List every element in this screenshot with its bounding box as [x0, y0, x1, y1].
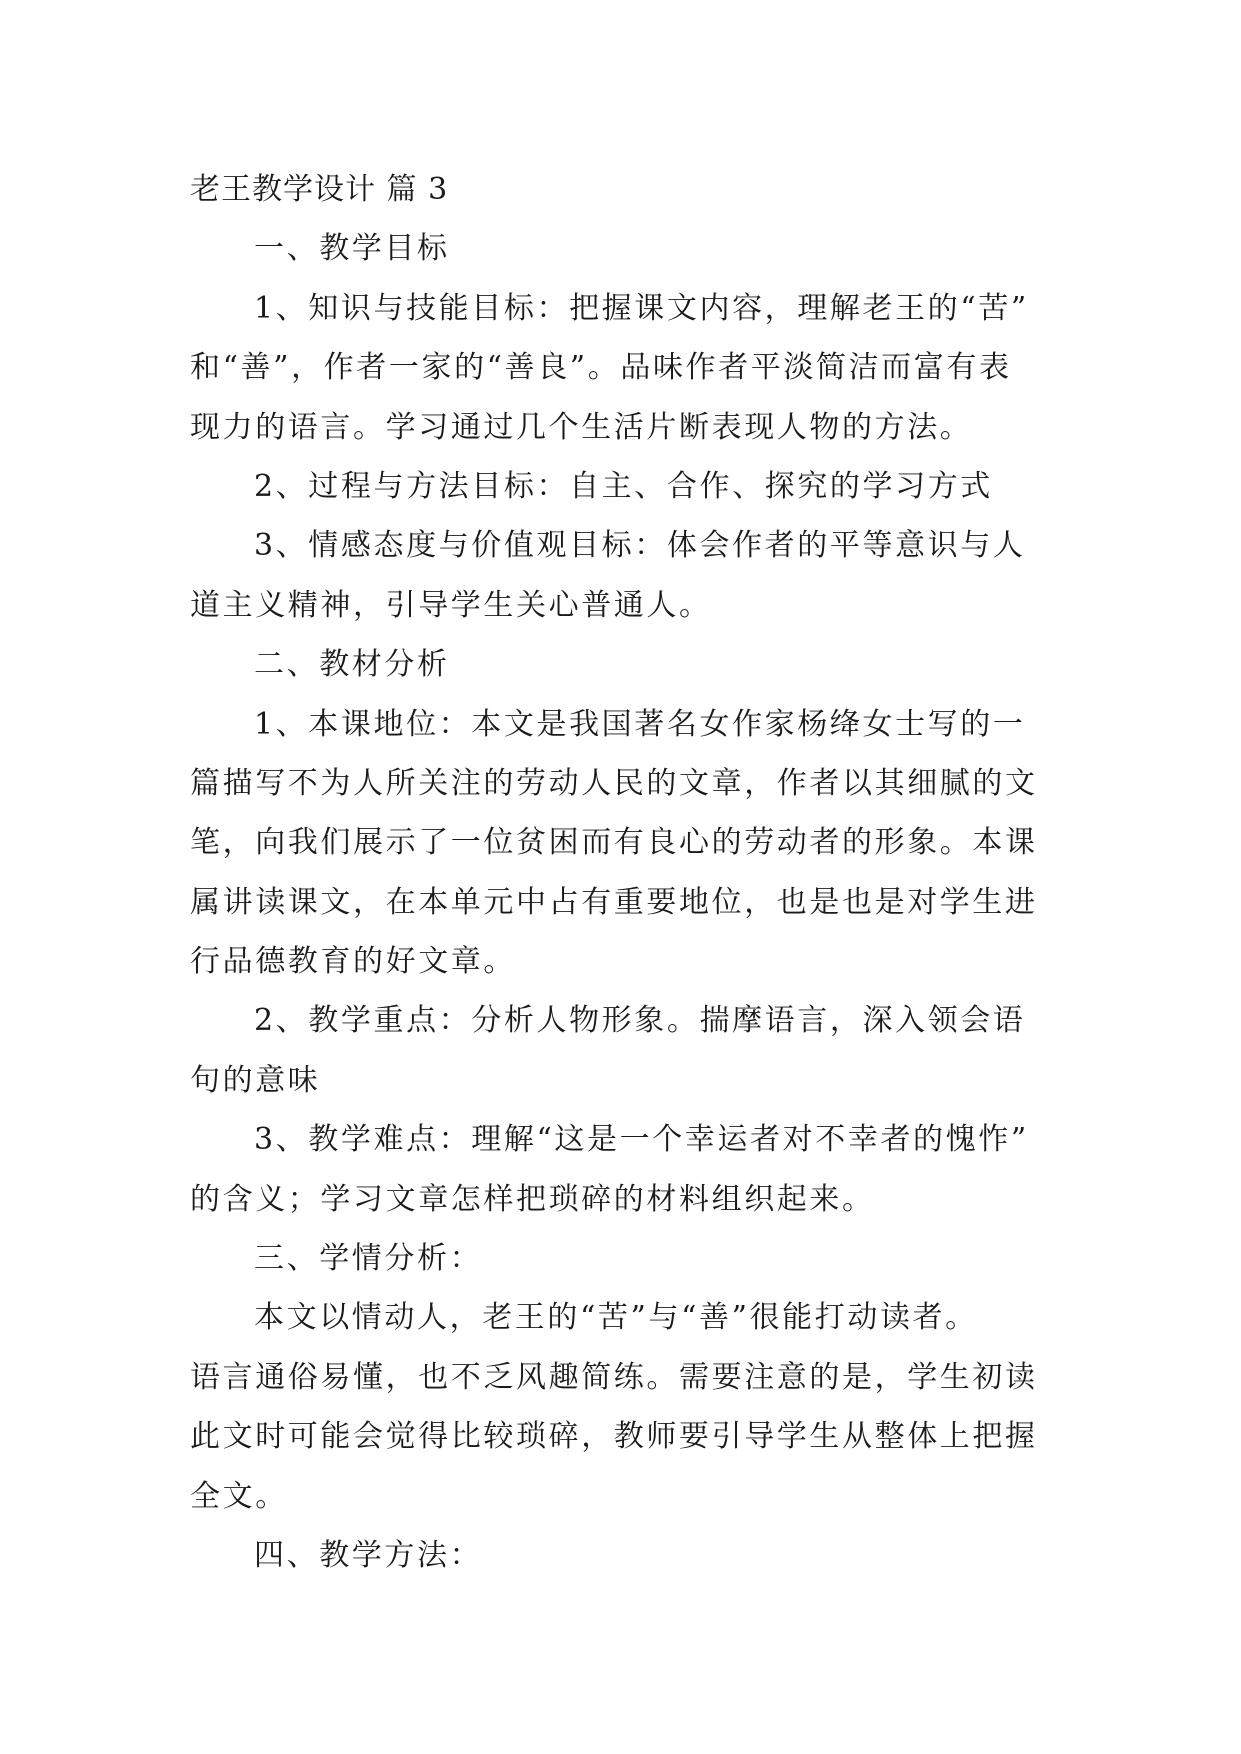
text-line: 行品德教育的好文章。 [190, 944, 516, 980]
text-line: 全文。 [190, 1478, 288, 1514]
text-line: 二、教材分析 [254, 647, 450, 683]
text-line: 道主义精神，引导学生关心普通人。 [190, 587, 712, 623]
text-line: 笔，向我们展示了一位贫困而有良心的劳动者的形象。本课 [190, 825, 1038, 861]
text-line: 篇描写不为人所关注的劳动人民的文章，作者以其细腻的文 [190, 765, 1038, 801]
text-line: 此文时可能会觉得比较琐碎，教师要引导学生从整体上把握 [190, 1419, 1038, 1455]
text-line: 四、教学方法： [254, 1537, 483, 1573]
text-line: 一、教学目标 [254, 231, 450, 267]
text-line: 本文以情动人，老王的“苦”与“善”很能打动读者。 [254, 1300, 978, 1336]
text-line: 句的意味 [190, 1062, 321, 1098]
text-line: 1、本课地位：本文是我国著名女作家杨绛女士写的一 [254, 706, 1026, 742]
text-line: 语言通俗易懂，也不乏风趣简练。需要注意的是，学生初读 [190, 1359, 1038, 1395]
text-line: 3、情感态度与价值观目标：体会作者的平等意识与人 [254, 528, 1026, 564]
document-title: 老王教学设计 篇 3 [190, 172, 449, 207]
text-line: 属讲读课文，在本单元中占有重要地位，也是也是对学生进 [190, 884, 1038, 920]
text-line: 的含义；学习文章怎样把琐碎的材料组织起来。 [190, 1181, 875, 1217]
document-lines [190, 219, 1070, 1585]
text-line: 2、教学重点：分析人物形象。揣摩语言，深入领会语 [254, 1003, 1026, 1039]
document-body [190, 160, 1070, 1585]
text-line: 1、知识与技能目标：把握课文内容，理解老王的“苦” [254, 290, 1029, 326]
text-line: 现力的语言。学习通过几个生活片断表现人物的方法。 [190, 409, 973, 445]
text-line: 三、学情分析： [254, 1241, 483, 1277]
text-line: 3、教学难点：理解“这是一个幸运者对不幸者的愧怍” [254, 1122, 1029, 1158]
text-line: 和“善”，作者一家的“善良”。品味作者平淡简洁而富有表 [190, 350, 1012, 386]
text-line: 2、过程与方法目标：自主、合作、探究的学习方式 [254, 468, 993, 504]
